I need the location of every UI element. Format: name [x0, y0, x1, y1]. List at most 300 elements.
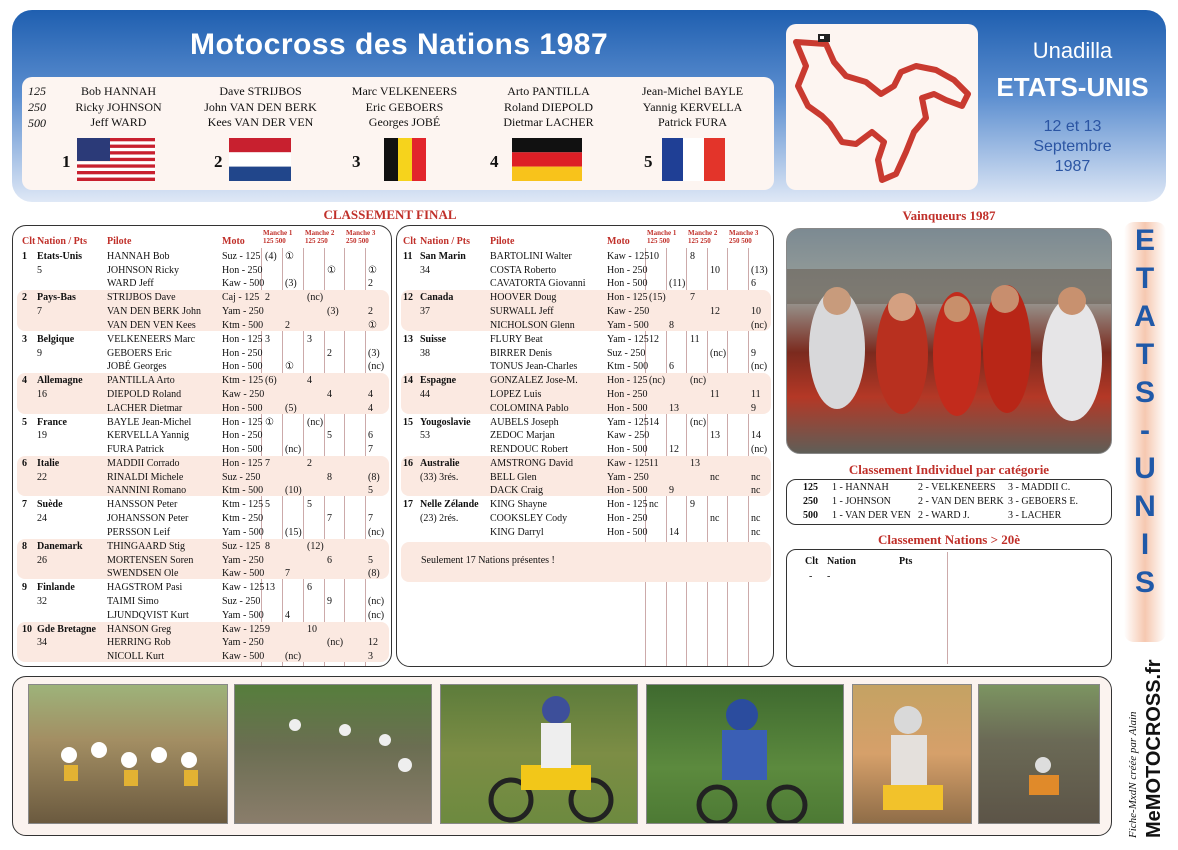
rider-cell: HANSSON Peter — [107, 499, 178, 511]
nation-points: 7 — [37, 306, 42, 318]
rider-name: Dave STRIJBOS — [219, 84, 302, 98]
moto-cell: Yam - 125 — [607, 416, 649, 428]
clt-cell: 8 — [22, 540, 27, 552]
moto-cell: Hon - 500 — [607, 402, 648, 414]
pilote-header: Pilote — [107, 236, 132, 247]
moto-cell: Hon - 125 — [607, 499, 648, 511]
result-cell: (nc) — [690, 375, 707, 387]
rider-cell: DACK Craig — [490, 485, 544, 497]
race-photo-6 — [978, 684, 1100, 824]
result-cell: (11) — [669, 278, 686, 290]
clt-cell: 16 — [403, 458, 413, 469]
manche2-subheader: 125 250 — [305, 237, 328, 245]
rider-cell: SURWALL Jeff — [490, 306, 554, 318]
rider-cell: LACHER Dietmar — [107, 402, 183, 414]
nation-cell: Italie — [37, 458, 60, 469]
category-label: 125 — [28, 84, 46, 98]
result-cell: 2 — [368, 278, 373, 290]
result-cell: 5 — [368, 485, 373, 497]
rider-cell: THINGAARD Stig — [107, 540, 186, 552]
nation-cell: San Marin — [420, 251, 466, 262]
rider-cell: COLOMINA Pablo — [490, 402, 569, 414]
track-layout-icon — [786, 24, 978, 190]
moto-cell: Hon - 125 — [607, 292, 648, 304]
moto-cell: Kaw - 125 — [222, 582, 265, 594]
category-cell: 250 — [803, 496, 818, 507]
rider-cell: WARD Jeff — [107, 278, 154, 290]
result-cell: 7 — [327, 513, 332, 525]
france-flag-icon — [662, 138, 725, 181]
rider-cell: VAN DEN BERK John — [107, 306, 201, 318]
nation-header: Nation / Pts — [420, 236, 470, 247]
nation-points: 16 — [37, 388, 47, 400]
rider-cell: PANTILLA Arto — [107, 375, 175, 387]
banner-letter: N — [1134, 490, 1156, 523]
nation-cell: Yougoslavie — [420, 416, 471, 428]
nation-points: 19 — [37, 430, 47, 442]
clt-header: Clt — [805, 556, 819, 567]
rank-cell: 3 - MADDII C. — [1008, 482, 1071, 493]
rider-name: Jeff WARD — [90, 115, 147, 129]
nation-cell: Pays-Bas — [37, 292, 76, 304]
rider-cell: MADDII Corrado — [107, 458, 180, 469]
rider-cell: NANNINI Romano — [107, 485, 187, 497]
nation-cell: Nelle Zélande — [420, 499, 479, 511]
nation-points: 9 — [37, 347, 42, 359]
result-cell: 7 — [690, 292, 695, 304]
moto-header: Moto — [222, 236, 245, 247]
moto-cell: Kaw - 500 — [222, 568, 265, 580]
pts-header: Pts — [899, 556, 913, 567]
race-photo-image — [853, 685, 972, 824]
rank-cell: 2 - VELKENEERS — [918, 482, 996, 493]
moto-cell: Yam - 500 — [222, 526, 264, 538]
banner-letter: S — [1134, 566, 1155, 599]
nation-points: 37 — [420, 306, 430, 318]
moto-cell: Ktm - 125 — [222, 499, 264, 511]
event-date: 1987 — [1054, 158, 1091, 175]
clt-cell: 4 — [22, 375, 27, 387]
nation-cell: Suisse — [420, 333, 447, 345]
rider-name: Jean-Michel BAYLE — [641, 84, 744, 98]
moto-cell: Kaw - 125 — [607, 458, 650, 469]
rank-number: 5 — [644, 152, 653, 171]
result-cell: ① — [285, 361, 294, 373]
result-cell: 8 — [690, 251, 695, 262]
moto-cell: Suz - 125 — [222, 251, 261, 262]
moto-cell: Ktm - 250 — [222, 513, 264, 525]
nation-cell: Canada — [420, 292, 454, 304]
banner-letter: S — [1134, 376, 1155, 409]
nation-header: Nation — [827, 556, 856, 567]
credit-text: Fiche-MxdN créée par Alain — [1127, 711, 1139, 838]
result-cell: (12) — [307, 540, 324, 552]
result-cell: (nc) — [690, 416, 707, 428]
result-cell: (8) — [368, 568, 380, 580]
moto-cell: Yam - 500 — [607, 319, 649, 331]
moto-cell: Suz - 250 — [222, 595, 261, 607]
result-cell: 6 — [307, 582, 312, 594]
clt-cell: - — [809, 571, 813, 582]
moto-cell: Yam - 125 — [607, 333, 649, 345]
result-cell: 7 — [368, 513, 373, 525]
rider-cell: MORTENSEN Soren — [107, 554, 194, 566]
banner-letter: T — [1135, 262, 1155, 295]
result-cell: 11 — [649, 458, 659, 469]
venue-name: Unadilla — [1032, 38, 1113, 63]
site-logo: MeMOTOCROSS.fr — [1143, 659, 1165, 838]
moto-cell: Hon - 250 — [222, 347, 263, 359]
result-cell: 7 — [285, 568, 290, 580]
nation-cell: Suède — [37, 499, 63, 511]
moto-cell: Kaw - 125 — [222, 623, 265, 635]
nation-points: 24 — [37, 513, 47, 525]
rank-cell: 3 - GEBOERS E. — [1008, 496, 1078, 507]
moto-cell: Hon - 500 — [222, 402, 263, 414]
rank-number: 1 — [62, 152, 71, 171]
result-cell: 5 — [327, 430, 332, 442]
result-cell: (6) — [265, 375, 277, 387]
rank-cell: 1 - HANNAH — [832, 482, 889, 493]
moto-cell: Hon - 125 — [222, 333, 263, 345]
result-cell: (3) — [368, 347, 380, 359]
nation-points: 22 — [37, 471, 47, 483]
result-cell: 9 — [669, 485, 674, 497]
clt-cell: 2 — [22, 292, 27, 304]
manche1-subheader: 125 500 — [647, 237, 670, 245]
moto-header: Moto — [607, 236, 630, 247]
rider-cell: KING Darryl — [490, 526, 544, 538]
moto-cell: Hon - 250 — [607, 513, 648, 525]
result-cell: nc — [710, 471, 720, 483]
rank-cell: 3 - LACHER — [1008, 510, 1062, 521]
result-cell: 10 — [710, 264, 720, 276]
result-cell: nc — [649, 499, 659, 511]
result-cell: 2 — [265, 292, 270, 304]
result-cell: (nc) — [327, 637, 344, 649]
result-cell: (4) — [265, 251, 277, 262]
result-cell: ① — [285, 251, 294, 262]
belgium-flag-icon — [384, 138, 426, 181]
nation-points: 34 — [420, 264, 430, 276]
individuel-title: Classement Individuel par catégorie — [848, 462, 1050, 477]
moto-cell: Hon - 125 — [607, 375, 648, 387]
result-cell: 12 — [669, 444, 679, 455]
result-cell: ① — [368, 319, 377, 331]
category-label: 250 — [28, 100, 46, 114]
moto-cell: Kaw - 500 — [222, 651, 265, 662]
rank-cell: 2 - VAN DEN BERK — [918, 496, 1004, 507]
rider-cell: BIRRER Denis — [490, 347, 552, 359]
classement-title: CLASSEMENT FINAL — [323, 207, 457, 222]
result-cell: nc — [751, 471, 761, 483]
result-cell: 13 — [265, 582, 275, 594]
photo-strip — [12, 676, 1112, 836]
rider-cell: JOBÉ Georges — [107, 361, 167, 373]
result-cell: ① — [265, 416, 274, 428]
rider-cell: KERVELLA Yannig — [107, 430, 189, 442]
result-cell: 3 — [265, 333, 270, 345]
rider-cell: TAIMI Simo — [107, 595, 159, 607]
rider-cell: AUBELS Joseph — [490, 416, 559, 428]
result-cell: 14 — [751, 430, 761, 442]
rider-cell: COOKSLEY Cody — [490, 513, 568, 525]
rider-name: Yannig KERVELLA — [642, 99, 743, 114]
result-cell: ① — [368, 264, 377, 276]
clt-cell: 14 — [403, 375, 413, 387]
result-cell: ① — [327, 264, 336, 276]
rider-cell: DIEPOLD Roland — [107, 388, 182, 400]
rider-cell: GEBOERS Eric — [107, 347, 172, 359]
result-cell: 11 — [751, 388, 761, 400]
rider-name: Kees VAN DER VEN — [207, 115, 314, 129]
moto-cell: Suz - 125 — [222, 540, 261, 552]
manche2-header: Manche 2 — [688, 229, 718, 237]
moto-cell: Hon - 125 — [222, 416, 263, 428]
moto-cell: Yam - 250 — [607, 471, 649, 483]
moto-cell: Hon - 500 — [607, 485, 648, 497]
banner-letter: I — [1140, 528, 1150, 561]
rider-name: Georges JOBÉ — [368, 115, 441, 129]
rider-cell: LJUNDQVIST Kurt — [107, 609, 189, 621]
rider-cell: NICOLL Kurt — [107, 651, 165, 662]
rider-cell: BAYLE Jean-Michel — [107, 416, 192, 428]
result-cell: 13 — [669, 402, 679, 414]
moto-cell: Hon - 250 — [222, 264, 263, 276]
clt-cell: 1 — [22, 251, 27, 262]
result-cell: (nc) — [285, 651, 302, 662]
clt-cell: 5 — [22, 416, 27, 428]
clt-header: Clt — [22, 236, 36, 247]
rider-cell: BARTOLINI Walter — [490, 251, 572, 262]
result-cell: 14 — [649, 416, 659, 428]
result-cell: 14 — [669, 526, 679, 538]
result-cell: (3) — [327, 306, 339, 318]
nation-points: (23) 2rés. — [420, 513, 459, 525]
usa-flag-icon — [77, 138, 155, 181]
rider-cell: CAVATORTA Giovanni — [490, 278, 586, 290]
moto-cell: Hon - 250 — [607, 388, 648, 400]
rider-cell: JOHNSON Ricky — [107, 264, 179, 276]
nation-cell: Allemagne — [37, 375, 83, 387]
category-cell: 125 — [803, 482, 818, 493]
rider-name: Marc VELKENEERS — [351, 84, 458, 98]
clt-cell: 9 — [22, 582, 27, 594]
rider-cell: FURA Patrick — [107, 444, 164, 455]
moto-cell: Suz - 250 — [607, 347, 646, 359]
event-date: Septembre — [1033, 138, 1112, 155]
rider-name: Patrick FURA — [658, 115, 727, 129]
manche2-header: Manche 2 — [305, 229, 335, 237]
rider-cell: COSTA Roberto — [490, 264, 557, 276]
moto-cell: Ktm - 500 — [607, 361, 649, 373]
nation-cell: - — [827, 571, 831, 582]
banner-letter: T — [1135, 338, 1155, 371]
result-cell: 3 — [307, 333, 312, 345]
podium-team-5 — [620, 84, 765, 131]
race-photo-3 — [440, 684, 638, 824]
rider-name: Ricky JOHNSON — [75, 99, 162, 114]
result-cell: 13 — [710, 430, 720, 442]
podium-photo-image — [787, 229, 1112, 454]
rider-name: Roland DIEPOLD — [504, 99, 593, 114]
rider-name: Arto PANTILLA — [507, 84, 590, 98]
pilote-header: Pilote — [490, 236, 515, 247]
nation-cell: Finlande — [37, 582, 75, 594]
rider-name: Eric GEBOERS — [365, 99, 444, 114]
race-photo-1 — [28, 684, 228, 824]
moto-cell: Hon - 500 — [607, 444, 648, 455]
rider-cell: VELKENEERS Marc — [107, 333, 196, 345]
clt-cell: 15 — [403, 416, 413, 428]
result-cell: 12 — [368, 637, 378, 649]
result-cell: nc — [751, 526, 761, 538]
result-cell: (nc) — [751, 319, 768, 331]
result-cell: (5) — [285, 402, 297, 414]
rank-cell: 1 - JOHNSON — [832, 496, 891, 507]
clt-cell: 6 — [22, 458, 27, 469]
podium-team-3 — [332, 84, 477, 131]
moto-cell: Hon - 500 — [607, 278, 648, 290]
nation-cell: Australie — [420, 458, 460, 469]
clt-cell: 11 — [403, 251, 413, 262]
podium-team-1 — [46, 84, 191, 131]
race-photo-4 — [646, 684, 844, 824]
moto-cell: Yam - 250 — [222, 554, 264, 566]
result-cell: (15) — [285, 526, 302, 538]
moto-cell: Suz - 250 — [222, 471, 261, 483]
podium-panel — [22, 77, 774, 190]
manche1-header: Manche 1 — [647, 229, 677, 237]
podium-team-4 — [476, 84, 621, 131]
result-cell: (nc) — [368, 526, 385, 538]
rider-name: Dietmar LACHER — [503, 115, 594, 129]
column-divider — [947, 552, 948, 664]
result-cell: 9 — [751, 347, 756, 359]
result-cell: 11 — [710, 388, 720, 400]
result-cell: (nc) — [368, 361, 385, 373]
banner-letter: A — [1134, 300, 1156, 333]
result-cell: 8 — [327, 471, 332, 483]
result-cell: 2 — [368, 306, 373, 318]
clt-cell: 12 — [403, 292, 413, 304]
result-cell: 5 — [265, 499, 270, 511]
winners-photo — [786, 228, 1112, 454]
nation-header: Nation / Pts — [37, 236, 87, 247]
result-cell: 6 — [327, 554, 332, 566]
note-text: Seulement 17 Nations présentes ! — [421, 554, 555, 566]
rider-cell: LOPEZ Luis — [490, 388, 542, 400]
rider-name: John VAN DEN BERK — [204, 99, 317, 114]
moto-cell: Ktm - 125 — [222, 375, 264, 387]
winners-title: Vainqueurs 1987 — [902, 208, 996, 223]
moto-cell: Kaw - 250 — [607, 306, 650, 318]
clt-header: Clt — [403, 236, 417, 247]
nation-points: 34 — [37, 637, 47, 649]
rider-cell: VAN DEN VEN Kees — [107, 319, 196, 331]
result-cell: 4 — [368, 388, 373, 400]
manche3-header: Manche 3 — [729, 229, 759, 237]
nation-cell: Etats-Unis — [37, 251, 83, 262]
result-cell: 4 — [307, 375, 312, 387]
rider-cell: HANNAH Bob — [107, 251, 170, 262]
result-cell: 9 — [751, 402, 756, 414]
rider-cell: HANSON Greg — [107, 623, 172, 635]
result-cell: 2 — [285, 319, 290, 331]
rider-cell: JOHANSSON Peter — [107, 513, 189, 525]
page-title: Motocross des Nations 1987 — [190, 28, 609, 61]
rank-number: 4 — [490, 152, 499, 171]
result-cell: 10 — [751, 306, 761, 318]
rider-cell: KING Shayne — [490, 499, 547, 511]
result-cell: 4 — [285, 609, 290, 621]
rider-cell: GONZALEZ Jose-M. — [490, 375, 578, 387]
moto-cell: Hon - 500 — [222, 361, 263, 373]
rider-cell: RENDOUC Robert — [490, 444, 569, 455]
nation-points: 38 — [420, 347, 430, 359]
nation-points: 32 — [37, 595, 47, 607]
race-photo-5 — [852, 684, 972, 824]
germany-flag-icon — [512, 138, 582, 181]
result-cell: (nc) — [307, 416, 324, 428]
rider-cell: AMSTRONG David — [490, 458, 574, 469]
result-cell: (15) — [649, 292, 666, 304]
nation-points: 44 — [420, 388, 430, 400]
rider-cell: SWENDSEN Ole — [107, 568, 179, 580]
result-cell: 9 — [265, 623, 270, 635]
rank-cell: 2 - WARD J. — [918, 510, 970, 521]
banner-letter: E — [1134, 224, 1155, 257]
rider-cell: RINALDI Michele — [107, 471, 184, 483]
rank-cell: 1 - VAN DER VEN — [832, 510, 911, 521]
result-cell: 5 — [307, 499, 312, 511]
rider-name: Bob HANNAH — [81, 84, 156, 98]
manche3-header: Manche 3 — [346, 229, 376, 237]
result-cell: 2 — [307, 458, 312, 469]
result-cell: (13) — [751, 264, 768, 276]
classement-table-left — [12, 225, 392, 667]
nation-cell: Belgique — [37, 333, 75, 345]
moto-cell: Yam - 500 — [222, 609, 264, 621]
result-cell: (nc) — [368, 609, 385, 621]
moto-cell: Hon - 250 — [222, 430, 263, 442]
clt-cell: 10 — [22, 623, 32, 635]
result-cell: nc — [751, 513, 761, 525]
result-cell: nc — [710, 513, 720, 525]
clt-cell: 13 — [403, 333, 413, 345]
nation-cell: France — [37, 416, 67, 428]
manche3-subheader: 250 500 — [346, 237, 369, 245]
banner-letter: - — [1140, 414, 1150, 447]
race-photo-image — [647, 685, 844, 824]
moto-cell: Hon - 500 — [607, 526, 648, 538]
moto-cell: Kaw - 500 — [222, 278, 265, 290]
clt-cell: 7 — [22, 499, 27, 511]
moto-cell: Caj - 125 — [222, 292, 260, 304]
result-cell: 13 — [690, 458, 700, 469]
race-photo-2 — [234, 684, 432, 824]
result-cell: 5 — [368, 554, 373, 566]
rank-number: 2 — [214, 152, 223, 171]
result-cell: 6 — [669, 361, 674, 373]
nation-points: 5 — [37, 264, 42, 276]
result-cell: nc — [751, 485, 761, 497]
moto-cell: Ktm - 500 — [222, 485, 264, 497]
result-cell: 9 — [327, 595, 332, 607]
rank-number: 3 — [352, 152, 361, 171]
result-cell: (10) — [285, 485, 302, 497]
individuel-table — [786, 479, 1112, 525]
